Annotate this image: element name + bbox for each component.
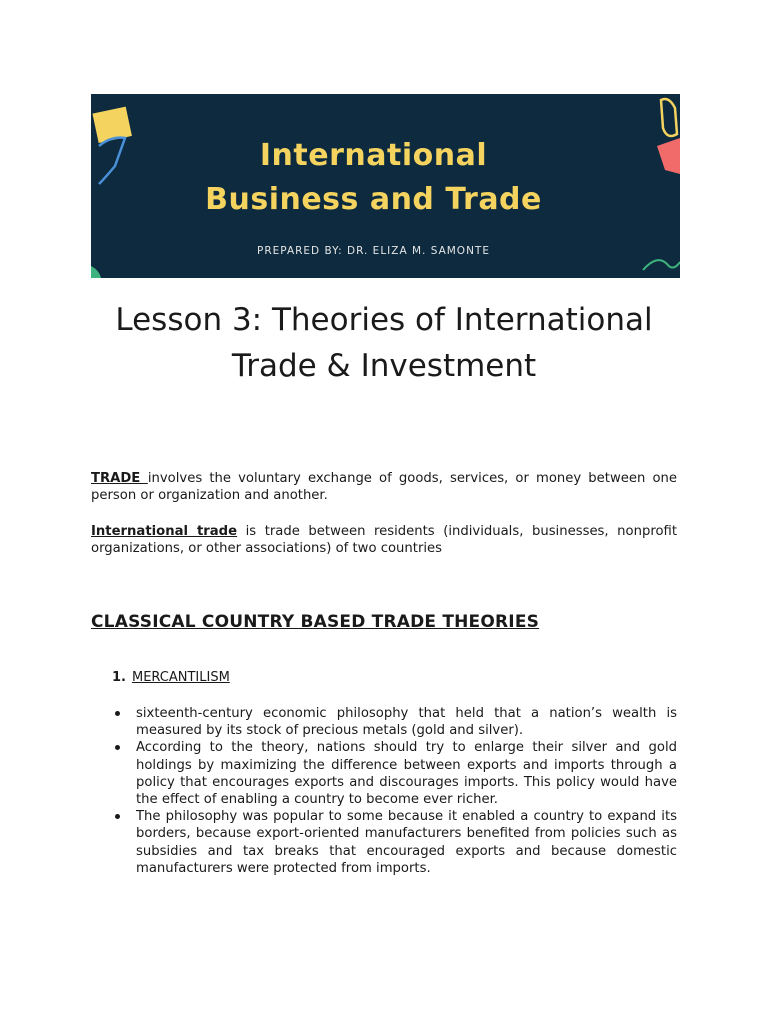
green-corner-shape [91, 266, 101, 278]
trade-definition [91, 470, 677, 504]
lesson-title-line2: Trade & Investment [231, 348, 537, 384]
list-item: sixteenth-century economic philosophy that held that a nation’s wealth is measured by its stock of precious metals (gold and silver). [136, 706, 677, 739]
section-heading: CLASSICAL COUNTRY BASED TRADE THEORIES [91, 612, 540, 632]
banner-title-line2: Business and Trade [205, 182, 542, 217]
international-trade-definition [91, 523, 677, 557]
subsection-number: 1. [112, 670, 126, 685]
subsection-heading [112, 670, 230, 685]
list-item: The philosophy was popular to some because it enabled a country to expand its borders, because export-oriented manufacturers benefited from policies such as subsidies and tax breaks that encouraged exports and because domestic manufacturers were protected from imports. [136, 809, 677, 876]
yellow-outline-shape [661, 99, 677, 136]
subsection-label: MERCANTILISM [131, 670, 230, 685]
international-trade-term: International trade [91, 524, 238, 539]
banner-subtitle: PREPARED BY: DR. ELIZA M. SAMONTE [257, 245, 490, 257]
header-banner [91, 94, 680, 278]
list-item: According to the theory, nations should try to enlarge their silver and gold holdings by maximizing the difference between exports and imports through a policy that encourages exports and discourages imports. This policy would have the effect of enabling a country to become ever richer. [136, 740, 677, 808]
banner-title-line1: International [259, 138, 488, 173]
lesson-title-line1: Lesson 3: Theories of International [115, 302, 653, 338]
trade-term: TRADE [91, 471, 148, 486]
trade-definition-text: involves the voluntary exchange of goods, services, or money between one person or organization and another. [91, 471, 677, 503]
green-squiggle-shape [643, 260, 680, 270]
bullet-list [136, 705, 677, 877]
international-trade-definition-text: is trade between residents (individuals, businesses, nonprofit organizations, or other associations) of two countries [91, 524, 677, 556]
